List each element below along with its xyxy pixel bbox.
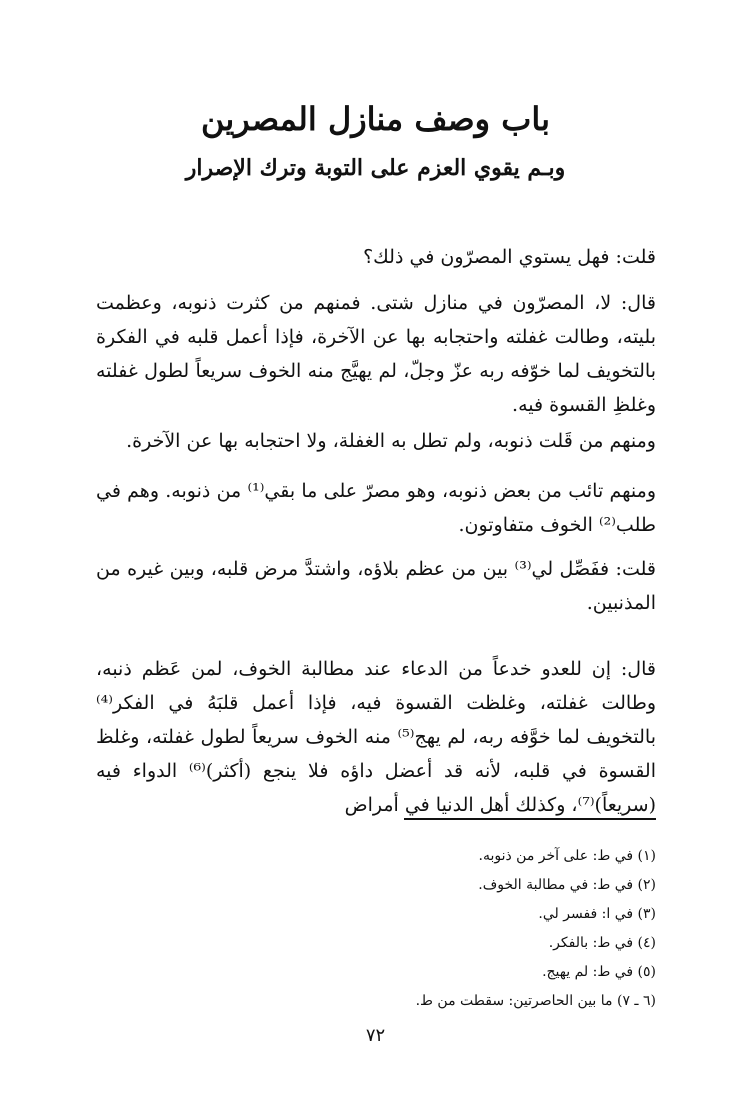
chapter-subtitle: وبـم يقوي العزم على التوبة وترك الإصرار (185, 155, 566, 181)
paragraph-question-2: قلت: ففَصِّل لي⁽³⁾ بين من عظم بلاؤه، واشتدَّ مرض قلبه، وبين غيره من المذنبين. (96, 558, 656, 614)
footnotes-list (96, 842, 656, 1016)
footnote-5: (٥) في ط: لم يهيج. (542, 964, 656, 980)
footnote-separator (404, 818, 656, 820)
footnote-6-7: (٦ ـ ٧) ما بين الحاصرتين: سقطت من ط. (415, 993, 656, 1009)
paragraph-category-3: ومنهم تائب من بعض ذنوبه، وهو مصرّ على ما بقي⁽¹⁾ من ذنوبه. وهم في طلب⁽²⁾ الخوف متفاوتون. (96, 480, 656, 536)
chapter-title: باب وصف منازل المصرين (200, 100, 550, 138)
paragraph-question-1: قلت: فهل يستوي المصرّون في ذلك؟ (363, 246, 656, 268)
footnote-4: (٤) في ط: بالفكر. (548, 935, 656, 951)
footnote-3: (٣) في ا: ففسر لي. (538, 906, 656, 922)
paragraph-answer-1: قال: لا، المصرّون في منازل شتى. فمنهم من كثرت ذنوبه، وعظمت بليته، وطالت غفلته واحتجابه بها عن الآخرة، فإذا أعمل قلبه في الفكرة بالتخويف لما خوّفه ربه عزّ وجلّ، لم يهيَّج منه الخوف سريعاً لطول غفلته وغلظِ القسوة فيه. (96, 292, 656, 416)
page-number: ٧٢ (365, 1025, 386, 1046)
footnote-1: (١) في ط: على آخر من ذنوبه. (478, 848, 656, 864)
footnote-2: (٢) في ط: في مطالبة الخوف. (478, 877, 656, 893)
paragraph-category-2: ومنهم من قَلت ذنوبه، ولم تطل به الغفلة، ولا احتجابه بها عن الآخرة. (126, 430, 656, 452)
paragraph-answer-2: قال: إن للعدو خدعاً من الدعاء عند مطالبة الخوف، لمن عَظم ذنبه، وطالت غفلته، وغلظت القسوة فيه، فإذا أعمل قلبَهُ في الفكر⁽⁴⁾ بالتخويف لما خوَّفه ربه، لم يهج⁽⁵⁾ منه الخوف سريعاً لطول غفلته، وغلظ القسوة في قلبه، لأنه قد أعضل داؤه فلا ينجع (أكثر)⁽⁶⁾ الدواء فيه (سريعاً)⁽⁷⁾، وكذلك أهل الدنيا في أمراض (96, 658, 657, 816)
